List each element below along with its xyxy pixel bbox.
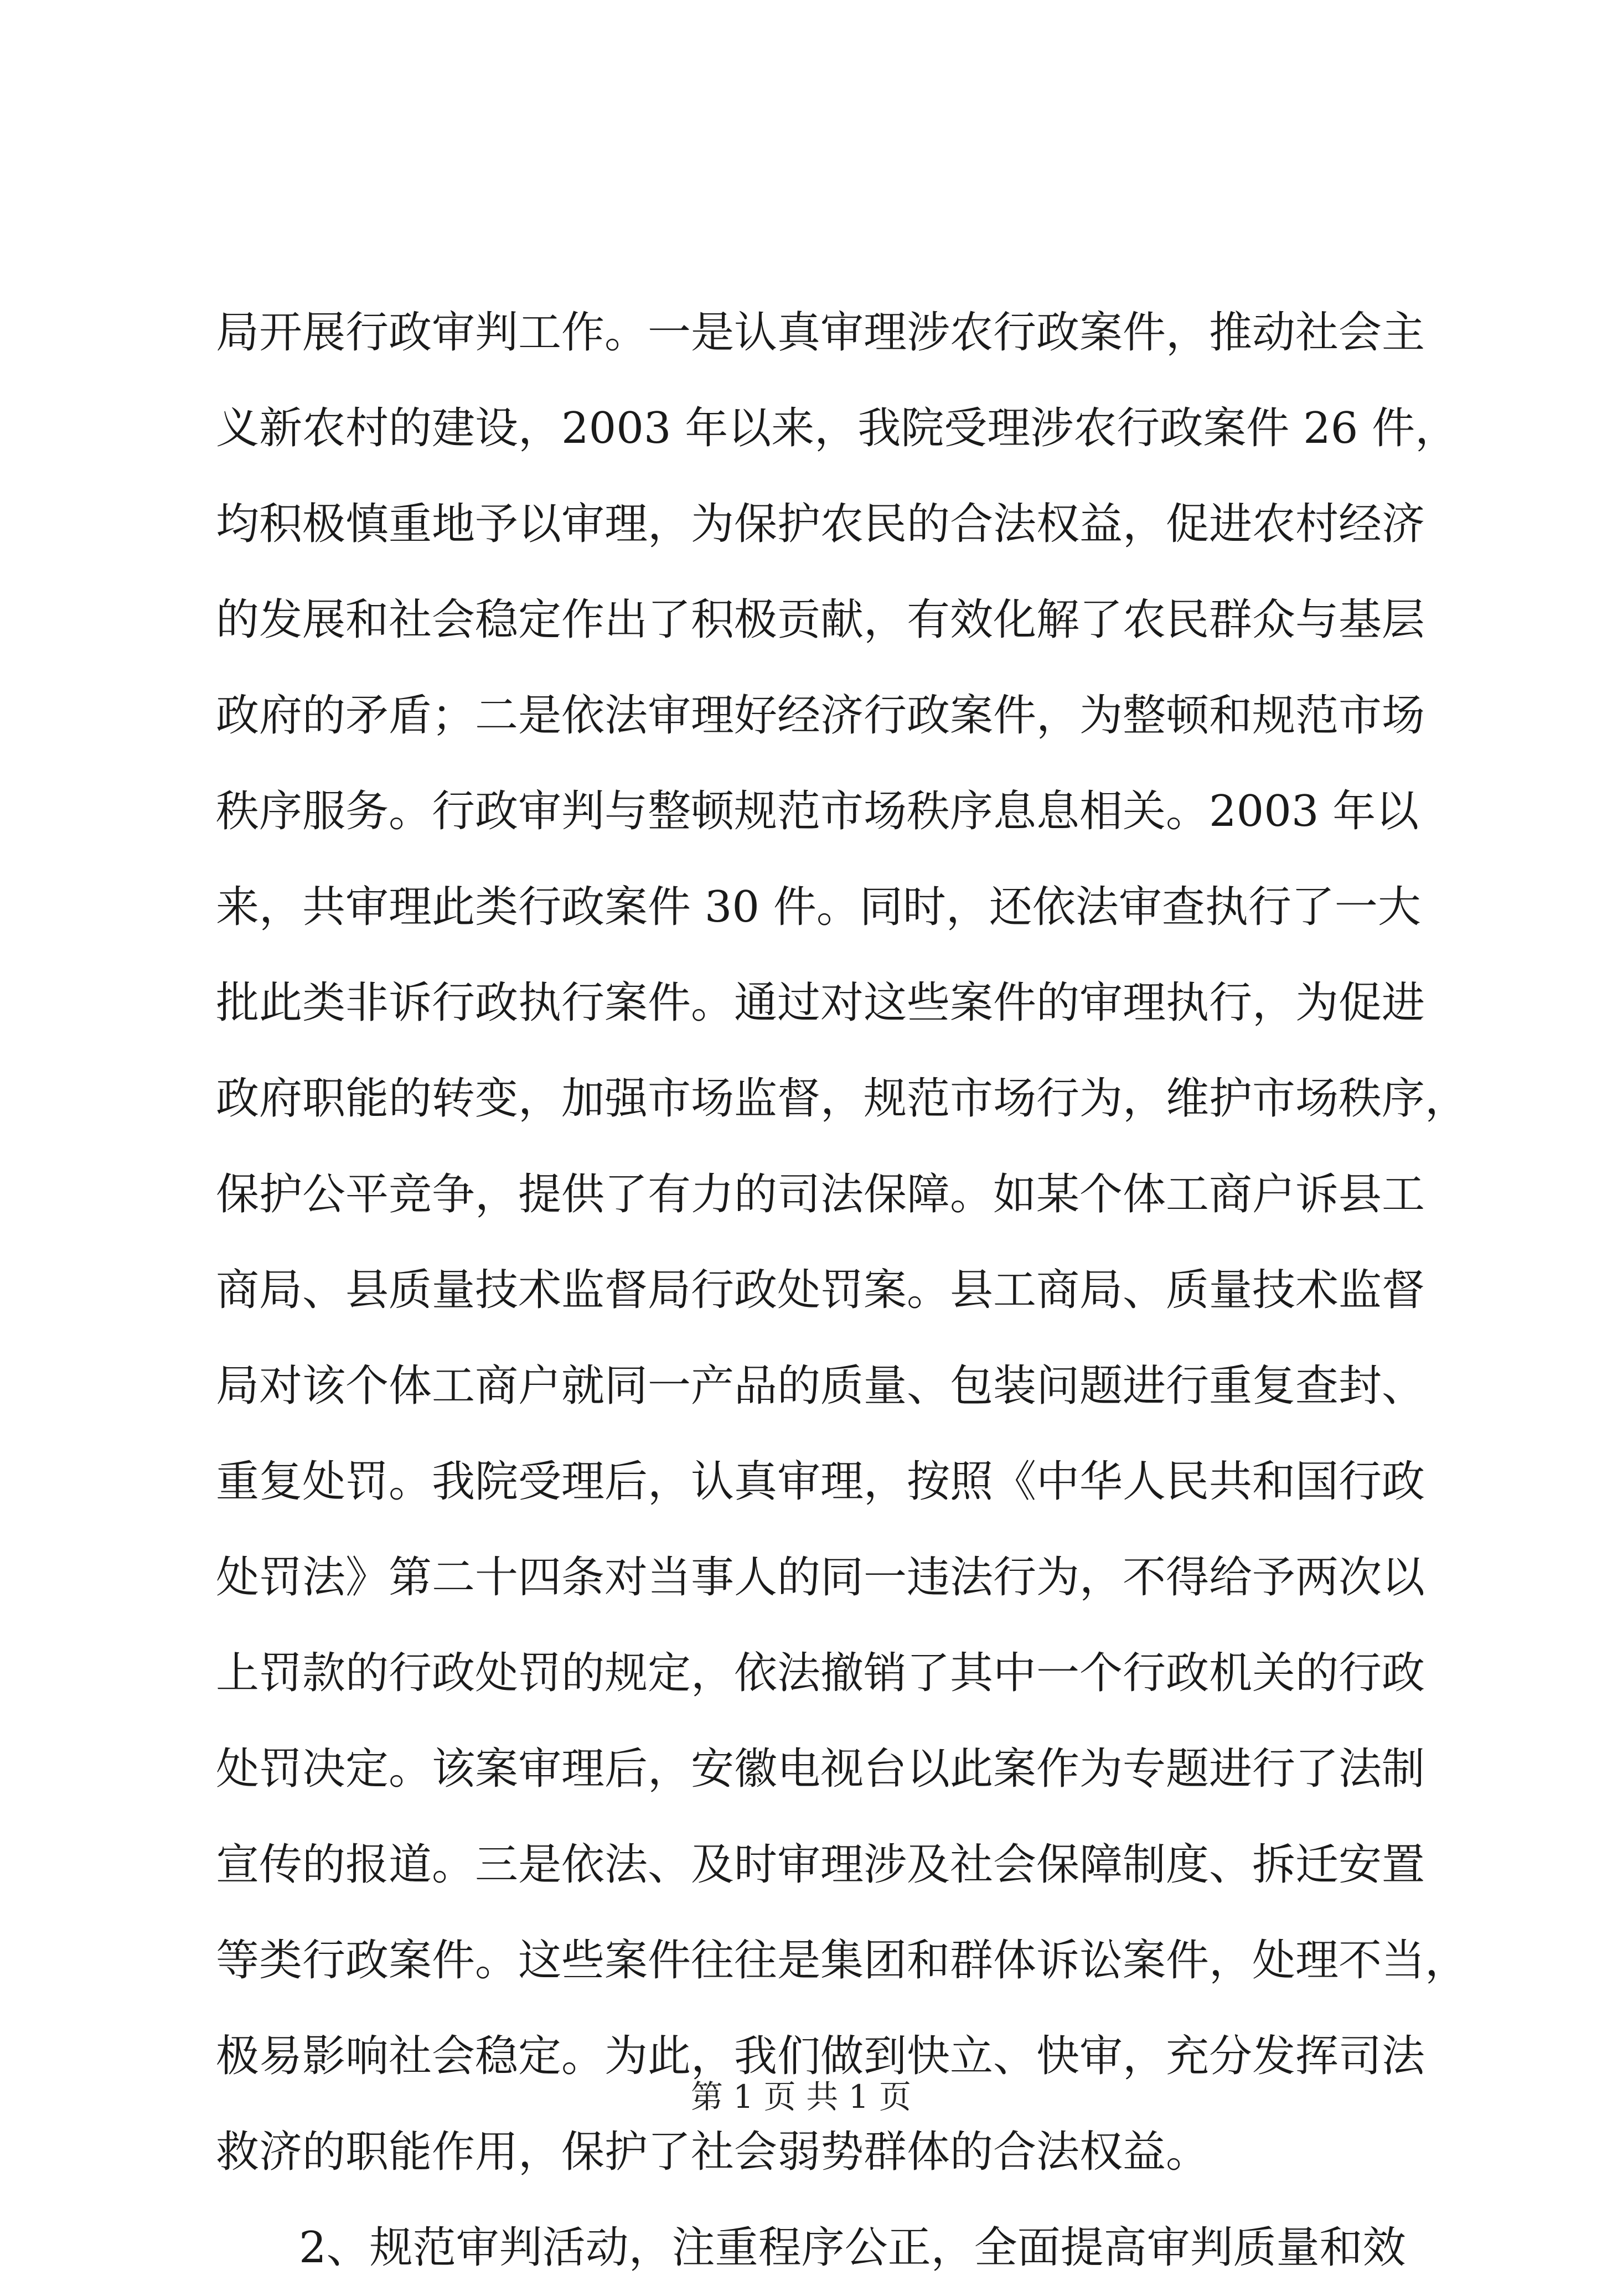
section-heading-line: 2、规范审判活动，注重程序公正，全面提高审判质量和效	[299, 2223, 1406, 2273]
paragraph-end-line: 救济的职能作用，保护了社会弱势群体的合法权益。	[216, 2127, 1210, 2177]
text-line: 政府的矛盾；二是依法审理好经济行政案件，为整顿和规范市场	[216, 691, 1425, 741]
text-line: 政府职能的转变，加强市场监督，规范市场行为，维护市场秩序，	[216, 1074, 1469, 1124]
body-text	[216, 285, 1469, 2296]
text-line: 极易影响社会稳定。为此，我们做到快立、快审，充分发挥司法	[216, 2031, 1425, 2081]
text-line: 局开展行政审判工作。一是认真审理涉农行政案件，推动社会主	[216, 308, 1425, 358]
page-footer: 第 1 页 共 1 页	[691, 2078, 911, 2116]
text-line: 批此类非诉行政执行案件。通过对这些案件的审理执行，为促进	[216, 978, 1425, 1028]
text-line: 宣传的报道。三是依法、及时审理涉及社会保障制度、拆迁安置	[216, 1840, 1425, 1890]
text-line: 处罚法》第二十四条对当事人的同一违法行为，不得给予两次以	[216, 1553, 1425, 1602]
text-line: 均积极慎重地予以审理，为保护农民的合法权益，促进农村经济	[216, 499, 1425, 549]
text-line: 保护公平竞争，提供了有力的司法保障。如某个体工商户诉县工	[216, 1170, 1425, 1219]
text-line: 局对该个体工商户就同一产品的质量、包装问题进行重复查封、	[216, 1361, 1425, 1411]
text-line: 秩序服务。行政审判与整顿规范市场秩序息息相关。2003 年以	[216, 787, 1419, 836]
text-line: 等类行政案件。这些案件往往是集团和群体诉讼案件，处理不当，	[216, 1936, 1469, 1985]
text-line: 处罚决定。该案审理后，安徽电视台以此案作为专题进行了法制	[216, 1744, 1425, 1794]
text-line: 义新农村的建设，2003 年以来，我院受理涉农行政案件 26 件，	[216, 404, 1459, 453]
text-line: 来，共审理此类行政案件 30 件。同时，还依法审查执行了一大	[216, 882, 1421, 932]
text-line: 重复处罚。我院受理后，认真审理，按照《中华人民共和国行政	[216, 1457, 1425, 1507]
text-line: 的发展和社会稳定作出了积极贡献，有效化解了农民群众与基层	[216, 595, 1425, 645]
text-line: 上罚款的行政处罚的规定，依法撤销了其中一个行政机关的行政	[216, 1648, 1425, 1698]
text-line: 商局、县质量技术监督局行政处罚案。县工商局、质量技术监督	[216, 1265, 1425, 1315]
